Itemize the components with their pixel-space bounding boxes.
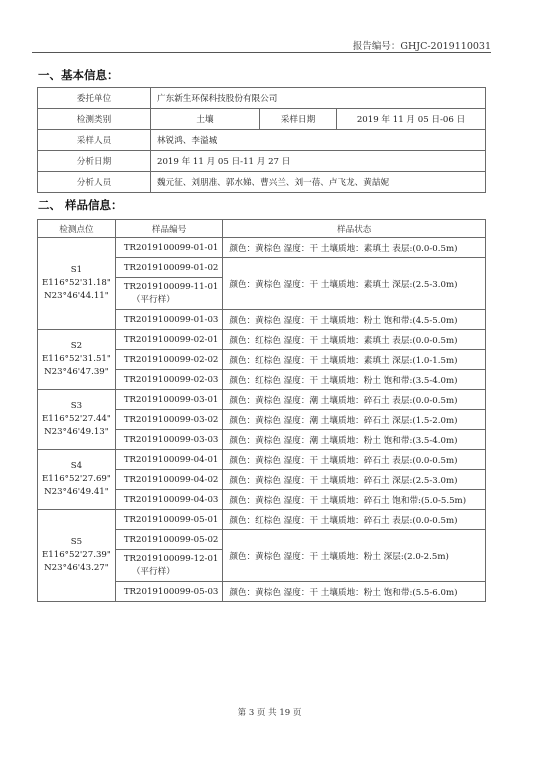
status-header: 样品状态 (223, 220, 486, 238)
point-longitude: E116°52'27.69" (42, 474, 111, 484)
point-longitude: E116°52'27.44" (42, 414, 111, 424)
sample-code: TR2019100099-03-02 (115, 410, 223, 430)
table-row (38, 130, 486, 151)
sampling-date-value: 2019 年 11 月 05 日-06 日 (337, 109, 486, 130)
sampling-point-s2 (38, 330, 116, 390)
sample-code: TR2019100099-01-02 (115, 258, 223, 278)
sample-status: 颜色：黄棕色 湿度：干 土壤质地：碎石土 深层:(2.5-3.0m) (223, 470, 486, 490)
sample-status: 颜色：黄棕色 湿度：潮 土壤质地：碎石土 深层:(1.5-2.0m) (223, 410, 486, 430)
header-rule (32, 52, 491, 53)
sampling-point-s3 (38, 390, 116, 450)
point-name: S4 (70, 461, 83, 471)
sample-status: 颜色：黄棕色 湿度：干 土壤质地：粉土 深层:(2.0-2.5m) (223, 530, 486, 582)
table-row (38, 510, 486, 530)
sampling-point-s5 (38, 510, 116, 602)
point-latitude: N23°46'43.27" (44, 563, 109, 573)
sample-code-parallel (115, 278, 223, 310)
sample-code: TR2019100099-04-03 (115, 490, 223, 510)
sampling-point-s1 (38, 238, 116, 330)
point-longitude: E116°52'27.39" (42, 550, 111, 560)
report-number: 报告编号：GHJC-2019110031 (352, 41, 491, 52)
sample-code: TR2019100099-04-01 (115, 450, 223, 470)
table-row (38, 330, 486, 350)
sample-code: TR2019100099-01-01 (115, 238, 223, 258)
sampling-date-label: 采样日期 (260, 109, 337, 130)
table-row (38, 390, 486, 410)
sample-code: TR2019100099-05-03 (115, 582, 223, 602)
sample-code: TR2019100099-01-03 (115, 310, 223, 330)
sample-code: TR2019100099-11-01 (123, 281, 219, 292)
sample-code: TR2019100099-04-02 (115, 470, 223, 490)
sample-status: 颜色：红棕色 湿度：干 土壤质地：粉土 饱和带:(3.5-4.0m) (223, 370, 486, 390)
table-row (38, 151, 486, 172)
sample-code: TR2019100099-02-03 (115, 370, 223, 390)
point-latitude: N23°46'49.13" (44, 427, 109, 437)
sampling-point-s4 (38, 450, 116, 510)
location-header: 检测点位 (38, 220, 116, 238)
sample-code: TR2019100099-05-01 (115, 510, 223, 530)
sample-status: 颜色：红棕色 湿度：干 土壤质地：素填土 深层:(1.0-1.5m) (223, 350, 486, 370)
section-basic-info-title: 一、基本信息： (38, 68, 119, 82)
sample-status: 颜色：红棕色 湿度：干 土壤质地：碎石土 表层:(0.0-0.5m) (223, 510, 486, 530)
parallel-sample-note: （平行样） (131, 566, 175, 577)
analysis-date-value: 2019 年 11 月 05 日-11 月 27 日 (151, 151, 486, 172)
table-row (38, 172, 486, 193)
point-longitude: E116°52'31.51" (42, 354, 111, 364)
samplers-label: 采样人员 (38, 130, 151, 151)
basic-info-table (37, 87, 486, 193)
point-name: S3 (70, 401, 83, 411)
sample-code: TR2019100099-03-01 (115, 390, 223, 410)
code-header: 样品编号 (115, 220, 223, 238)
client-label: 委托单位 (38, 88, 151, 109)
table-row (38, 88, 486, 109)
sample-status: 颜色：红棕色 湿度：干 土壤质地：素填土 表层:(0.0-0.5m) (223, 330, 486, 350)
page-footer: 第 3 页 共 19 页 (237, 708, 302, 718)
sample-code: TR2019100099-02-02 (115, 350, 223, 370)
analysts-value: 魏元征、刘朋准、郭水娣、曹兴兰、刘一蓓、卢飞龙、黄喆妮 (151, 172, 486, 193)
sample-status: 颜色：黄棕色 湿度：潮 土壤质地：粉土 饱和带:(3.5-4.0m) (223, 430, 486, 450)
sample-status: 颜色：黄棕色 湿度：潮 土壤质地：碎石土 表层:(0.0-0.5m) (223, 390, 486, 410)
table-row (38, 238, 486, 258)
table-header-row (38, 220, 486, 238)
sample-status: 颜色：黄棕色 湿度：干 土壤质地：素填土 深层:(2.5-3.0m) (223, 258, 486, 310)
parallel-sample-note: （平行样） (131, 294, 175, 305)
sample-status: 颜色：黄棕色 湿度：干 土壤质地：碎石土 表层:(0.0-0.5m) (223, 450, 486, 470)
sample-status: 颜色：黄棕色 湿度：干 土壤质地：粉土 饱和带:(4.5-5.0m) (223, 310, 486, 330)
sample-info-table (37, 219, 486, 602)
test-type-value: 土壤 (151, 109, 260, 130)
sample-status: 颜色：黄棕色 湿度：干 土壤质地：素填土 表层:(0.0-0.5m) (223, 238, 486, 258)
point-name: S1 (70, 265, 83, 275)
sample-status: 颜色：黄棕色 湿度：干 土壤质地：碎石土 饱和带:(5.0-5.5m) (223, 490, 486, 510)
point-latitude: N23°46'44.11" (44, 291, 109, 301)
section-sample-info-title: 二、 样品信息： (38, 198, 123, 212)
point-latitude: N23°46'49.41" (44, 487, 109, 497)
table-row (38, 450, 486, 470)
client-value: 广东新生环保科技股份有限公司 (151, 88, 486, 109)
point-name: S5 (70, 537, 83, 547)
sample-code-parallel (115, 550, 223, 582)
sample-code: TR2019100099-03-03 (115, 430, 223, 450)
table-row (38, 109, 486, 130)
analysis-date-label: 分析日期 (38, 151, 151, 172)
sample-code: TR2019100099-02-01 (115, 330, 223, 350)
sample-code: TR2019100099-12-01 (123, 553, 219, 564)
test-type-label: 检测类别 (38, 109, 151, 130)
analysts-label: 分析人员 (38, 172, 151, 193)
point-longitude: E116°52'31.18" (42, 278, 111, 288)
point-name: S2 (70, 341, 83, 351)
sample-code: TR2019100099-05-02 (115, 530, 223, 550)
sample-status: 颜色：黄棕色 湿度：干 土壤质地：粉土 饱和带:(5.5-6.0m) (223, 582, 486, 602)
samplers-value: 林锐鸿、李溢城 (151, 130, 486, 151)
point-latitude: N23°46'47.39" (44, 367, 109, 377)
